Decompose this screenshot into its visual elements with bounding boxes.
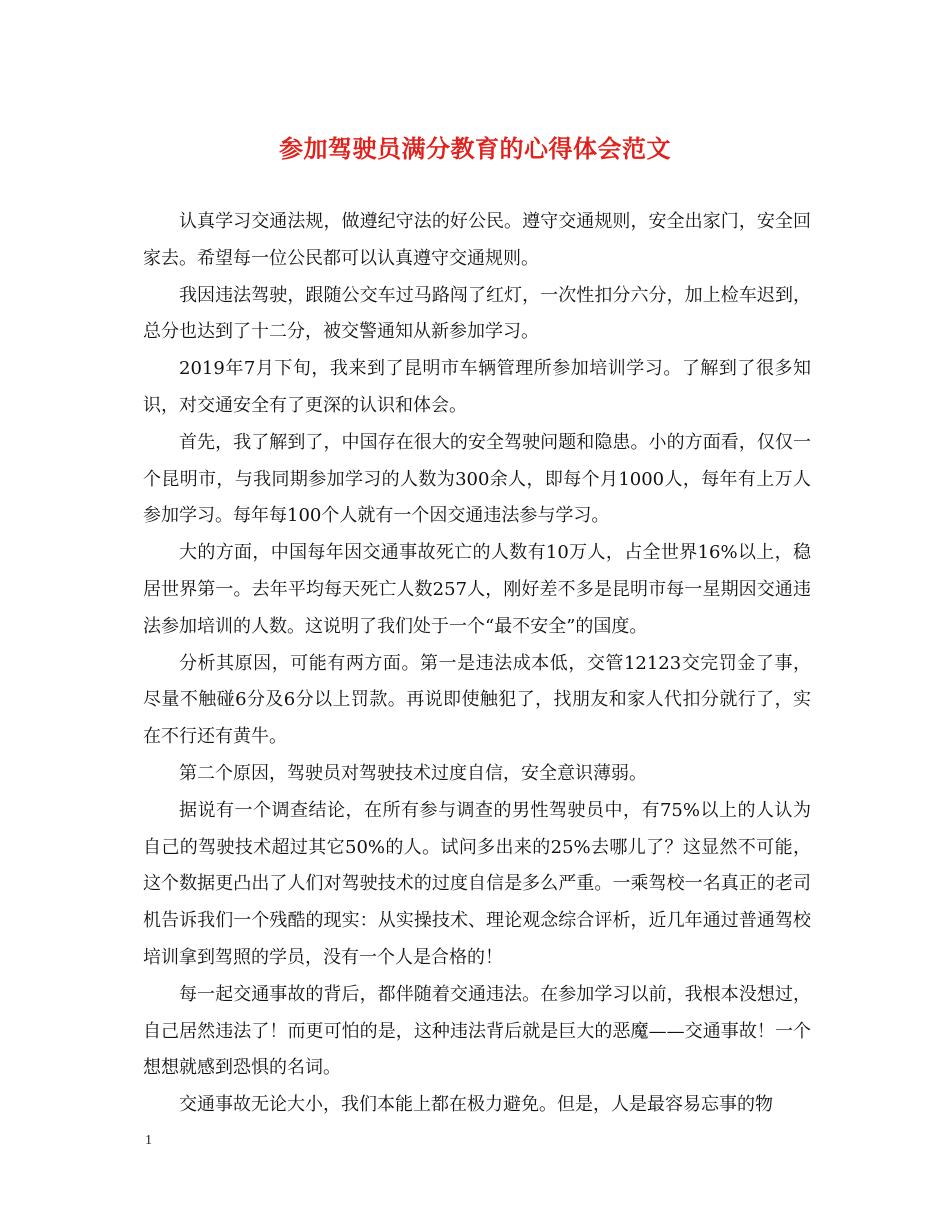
paragraph: 交通事故无论大小，我们本能上都在极力避免。但是，人是最容易忘事的物 <box>179 1094 773 1116</box>
paragraph: 首先，我了解到了，中国存在很大的安全驾驶问题和隐患。小的方面看，仅仅一个昆明市，与我同期参加学习的人数为300余人，即每个月1000人，每年有上万人参加学习。每年每100个人就有一个因交通违法参与学习。 <box>143 431 811 527</box>
paragraph: 大的方面，中国每年因交通事故死亡的人数有10万人，占全世界16%以上，稳居世界第一。去年平均每天死亡人数257人，刚好差不多是昆明市每一星期因交通违法参加培训的人数。这说明了我们处于一个“最不安全”的国度。 <box>143 542 811 637</box>
page-number: 1 <box>145 1133 152 1148</box>
paragraph: 第二个原因，驾驶员对驾驶技术过度自信，安全意识薄弱。 <box>179 762 647 784</box>
paragraph: 认真学习交通法规，做遵纪守法的好公民。遵守交通规则，安全出家门，安全回家去。希望每一位公民都可以认真遵守交通规则。 <box>143 211 811 269</box>
paragraph: 据说有一个调查结论，在所有参与调查的男性驾驶员中，有75%以上的人认为自己的驾驶技术超过其它50%的人。试问多出来的25%去哪儿了？这显然不可能，这个数据更凸出了人们对驾驶技术的过度自信是多么严重。一乘驾校一名真正的老司机告诉我们一个残酷的现实：从实操技术、理论观念综合评析，近几年通过普通驾校培训拿到驾照的学员，没有一个人是合格的！ <box>143 799 811 968</box>
paragraph: 分析其原因，可能有两方面。第一是违法成本低，交管12123交完罚金了事，尽量不触碰6分及6分以上罚款。再说即使触犯了，找朋友和家人代扣分就行了，实在不行还有黄牛。 <box>143 652 811 748</box>
document-body <box>143 204 811 1124</box>
paragraph: 2019年7月下旬，我来到了昆明市车辆管理所参加培训学习。了解到了很多知识，对交通安全有了更深的认识和体会。 <box>143 358 811 416</box>
document-title: 参加驾驶员满分教育的心得体会范文 <box>279 134 671 163</box>
paragraph: 我因违法驾驶，跟随公交车过马路闯了红灯，一次性扣分六分，加上检车迟到，总分也达到了十二分，被交警通知从新参加学习。 <box>143 284 811 343</box>
paragraph: 每一起交通事故的背后，都伴随着交通违法。在参加学习以前，我根本没想过，自己居然违法了！而更可怕的是，这种违法背后就是巨大的恶魔——交通事故！一个想想就感到恐惧的名词。 <box>143 983 811 1079</box>
